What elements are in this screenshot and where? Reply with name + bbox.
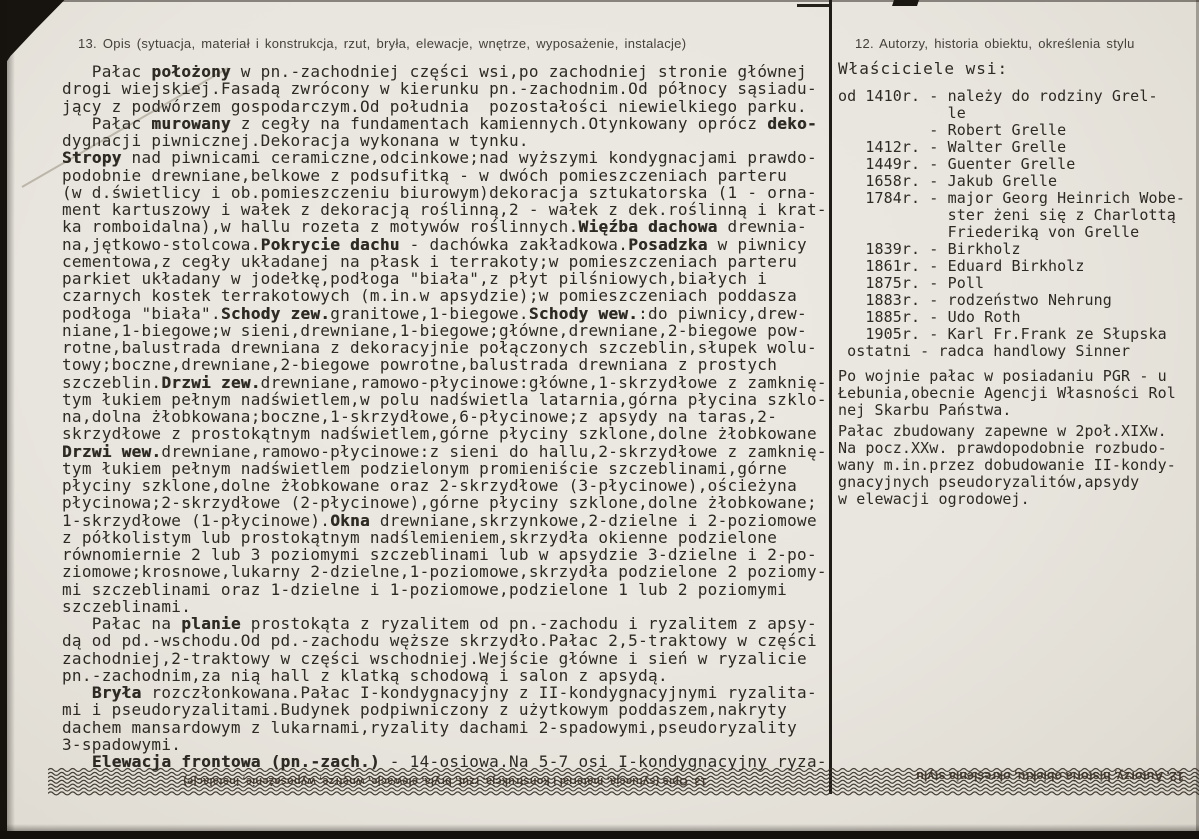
typed-text: towy;boczne,drewniane,2-biegowe powrotne,balustrada drewniana z prostych xyxy=(62,355,778,375)
wavy-strike-line xyxy=(48,792,1199,795)
typed-text: prostokąta z ryzalitem od pn.-zachodu i ryzalitem z apsy- xyxy=(240,614,817,633)
typed-line xyxy=(838,139,1188,156)
typed-text: równomiernie 2 lub 3 poziomymi szczeblinami lub w apsydzie 3-dzielne i 2-po- xyxy=(62,545,817,564)
scan-left-edge xyxy=(0,0,7,839)
typed-bold-term: Więźba dachowa xyxy=(578,217,718,237)
wavy-strike-line xyxy=(48,788,1199,791)
typed-line xyxy=(62,270,842,287)
typed-line xyxy=(62,719,842,736)
typed-text: dachem mansardowym z lukarnami,ryzality dachami 2-spadowymi,pseudoryzality xyxy=(62,717,798,737)
section-13-description-column xyxy=(62,36,842,770)
owners-list-title: Właściciele wsi: xyxy=(838,59,1009,78)
typed-line xyxy=(838,275,1188,292)
scan-mark xyxy=(797,4,830,7)
typed-text: 1449r. - Guenter Grelle xyxy=(838,155,1076,173)
typed-text: w elewacji ogrodowej. xyxy=(838,490,1030,508)
typed-line xyxy=(62,684,842,701)
typed-text: z półkolistym lub prostokątnym nadślemieniem,skrzydła okienne podzielone xyxy=(62,527,778,547)
typed-line xyxy=(838,241,1188,258)
typed-text: (w d.świetlicy i ob.pomieszczeniu biurowym)dekoracja sztukatorska (1 - orna- xyxy=(62,182,817,202)
typed-line xyxy=(62,63,842,80)
typed-text: drogi wiejskiej.Fasadą zwrócony w kierunku pn.-zachodnim.Od północy sąsiadu- xyxy=(62,79,817,99)
typed-text: dygnacji piwnicznej.Dekoracja wykonana w tynku. xyxy=(62,131,529,150)
typed-text: podobnie drewniane,belkowe z podsufitką - w dwóch pomieszczeniach parteru xyxy=(62,165,788,185)
upside-down-section-13-header: 13. Opis (sytuacja, materiał i konstrukcja, rzut, bryła, elewacje, wnętrze, wyposażenie, instalacje) xyxy=(183,775,707,787)
typed-line xyxy=(62,356,842,373)
typed-text: rozczłonkowana.Pałac I-kondygnacyjny z II-kondygnacyjnymi ryzalita- xyxy=(141,683,817,702)
typed-line xyxy=(838,343,1188,360)
typed-text: płycinowa;2-skrzydłowe (2-płycinowe),górne płyciny szklone,dolne żłobkowane; xyxy=(62,493,817,513)
scan-mark xyxy=(892,0,919,6)
typed-text: 1885r. - Udo Roth xyxy=(838,308,1021,326)
typed-text: drewniane,skrzynkowe,2-dzielne i 2-poziomowe xyxy=(369,510,817,530)
typed-line xyxy=(62,305,842,322)
typed-text: 1861r. - Eduard Birkholz xyxy=(838,257,1085,275)
typed-text: drewniane,ramowo-płycinowe:z sieni do hallu,2-skrzydłowe z zamknię- xyxy=(161,441,827,461)
typed-line xyxy=(838,292,1188,309)
typed-bold-term: Drzwi wew. xyxy=(62,441,162,461)
typed-line xyxy=(838,88,1188,105)
typed-line xyxy=(62,236,842,253)
typed-line xyxy=(838,491,1188,508)
typed-line xyxy=(62,184,842,201)
typed-text: na,dolna żłobkowana;boczne,1-skrzydłowe,6-płycinowe;z apsydy na taras,2- xyxy=(62,407,778,426)
typed-line xyxy=(62,650,842,667)
section-13-header: 13. Opis (sytuacja, materiał i konstrukcja, rzut, bryła, elewacje, wnętrze, wyposażenie, instalacje) xyxy=(78,36,687,51)
typed-text: ziomowe;krosnowe,lukarny 2-dzielne,1-poziomowe,skrzydła podzielone 2 poziomy- xyxy=(62,562,827,582)
typed-text: ment kartuszowy i wałek z dekoracją roślinną,2 - wałek z dek.roślinną i krat- xyxy=(62,200,827,219)
typed-line xyxy=(838,474,1188,491)
typed-line xyxy=(62,425,842,442)
typed-text: zachodniej,2-traktowy w części wschodniej.Wejście główne i sień w ryzalicie xyxy=(62,648,807,668)
typed-text: - 14-osiowa.Na 5-7 osi I-kondygnacyjny ryza- xyxy=(379,752,827,771)
typed-text: - Robert Grelle xyxy=(838,121,1067,139)
typed-text: 3-spadowymi. xyxy=(62,734,182,754)
typed-line xyxy=(838,258,1188,275)
section-12-header: 12. Autorzy, historia obiektu, określenia stylu xyxy=(855,36,1135,51)
typed-text: szczeblinami. xyxy=(62,596,192,616)
typed-line xyxy=(838,326,1188,343)
typed-line xyxy=(62,546,842,563)
typed-text: z cegły na fundamentach kamiennych.Otynkowany oprócz xyxy=(230,113,768,133)
typed-bold-term: Bryła xyxy=(91,683,142,702)
typed-line xyxy=(838,156,1188,173)
typed-text: wany m.in.przez dobudowanie II-kondy- xyxy=(838,456,1176,474)
typed-text: pn.-zachodnim,za nią hall z klatką schodową i salon z apsydą. xyxy=(62,665,668,685)
typed-text: 1412r. - Walter Grelle xyxy=(838,138,1067,156)
typed-line xyxy=(838,190,1188,207)
typed-text: Na pocz.XXw. prawdopodobnie rozbudo- xyxy=(838,439,1167,457)
typed-text: le xyxy=(838,104,966,122)
typed-line xyxy=(62,115,842,132)
typed-line xyxy=(838,309,1188,326)
typed-line xyxy=(62,374,842,391)
typed-line xyxy=(62,443,842,460)
upside-down-section-12-header: 12. Autorzy, historia obiektu, określenia stylu xyxy=(916,769,1184,783)
typed-line xyxy=(62,201,842,218)
typed-text: dą od pd.-wschodu.Od pd.-zachodu węższe skrzydło.Pałac 2,5-traktowy w części xyxy=(62,631,817,651)
typed-text: ka romboidalna),w hallu rozeta z motywów roślinnych. xyxy=(62,217,579,237)
typed-line xyxy=(62,477,842,494)
typed-line xyxy=(838,122,1188,139)
construction-history-note xyxy=(838,423,1188,508)
typed-line xyxy=(62,563,842,580)
typed-line xyxy=(62,701,842,718)
typed-line xyxy=(62,615,842,632)
typed-text: Pałac na xyxy=(62,614,182,633)
typed-text: rotne,balustrada drewniana z dekoracyjnie połączonych szczeblin,słupek wolu- xyxy=(62,338,817,357)
typed-text: od 1410r. - należy do rodziny Grel- xyxy=(838,87,1158,105)
typed-line xyxy=(838,105,1188,122)
typed-text: tym łukiem pełnym nadświetlem,w polu nadświetla latarnia,górna płycina szklo- xyxy=(62,389,827,409)
typed-line xyxy=(62,80,842,97)
typed-text: Łebunia,obecnie Agencji Własności Rol xyxy=(838,384,1176,402)
typed-text: Pałac xyxy=(62,62,152,81)
typed-text: drewniane,ramowo-płycinowe:główne,1-skrzydłowe z zamknię- xyxy=(260,372,827,392)
typed-bold-term: położony xyxy=(151,62,231,81)
typed-text: nej Skarbu Państwa. xyxy=(838,401,1012,419)
typed-line xyxy=(62,460,842,477)
typed-text: ostatni - radca handlowy Sinner xyxy=(838,342,1131,360)
typed-line xyxy=(62,494,842,511)
typed-text: 1905r. - Karl Fr.Frank ze Słupska xyxy=(838,325,1167,343)
typed-line xyxy=(62,167,842,184)
scan-bottom-edge-fade xyxy=(0,824,1199,831)
typed-text: podłoga "biała". xyxy=(62,303,221,323)
typed-text: 1875r. - Poll xyxy=(838,274,985,292)
typed-line xyxy=(62,408,842,425)
typed-line xyxy=(62,667,842,684)
section-12-history-column xyxy=(838,36,1188,508)
typed-line xyxy=(838,173,1188,190)
typed-line xyxy=(62,253,842,270)
typed-text: 1883r. - rodzeństwo Nehrung xyxy=(838,291,1112,309)
typed-line xyxy=(838,368,1188,385)
typed-text: skrzydłowe z prostokątnym nadświetlem,górne płyciny szklone,dolne żłobkowane xyxy=(62,424,817,444)
typed-bold-term: Schody wew. xyxy=(528,303,639,323)
typed-text: cementowa,z cegły układanej na płask i terrakoty;w pomieszczeniach parteru xyxy=(62,251,798,271)
typed-text: 1658r. - Jakub Grelle xyxy=(838,172,1058,190)
typed-text: tym łukiem pełnym nadświetlem podzielonym promieniście szczeblinami,górne xyxy=(62,458,788,478)
typed-text: 1-skrzydłowe (1-płycinowe). xyxy=(62,510,331,530)
typed-bold-term: Drzwi zew. xyxy=(161,372,261,392)
typed-line xyxy=(838,385,1188,402)
typed-line xyxy=(838,423,1188,440)
typed-line xyxy=(62,149,842,166)
typed-bold-term: Elewacja frontowa (pn.-zach.) xyxy=(91,752,380,771)
typed-line xyxy=(62,98,842,115)
typed-line xyxy=(62,581,842,598)
typed-text: :do piwnicy,drew- xyxy=(638,303,807,323)
typed-text: czarnych kostek terrakotowych (m.in.w apsydzie);w pomieszczeniach poddasza xyxy=(62,286,798,306)
typed-text: parkiet układany w jodełkę,podłoga "biała",z płyt pilśniowych,białych i xyxy=(62,269,768,288)
typed-line xyxy=(62,529,842,546)
typed-text: mi i pseudoryzalitami.Budynek podpiwniczony z użytkowym poddaszem,nakryty xyxy=(62,700,788,720)
typed-bold-term: Schody zew. xyxy=(220,303,331,323)
typed-text: szczeblin. xyxy=(62,372,162,392)
typed-line xyxy=(838,457,1188,474)
typed-text: jący z podwórzem gospodarczym.Od południa pozostałości niewielkiego parku. xyxy=(62,96,807,116)
typed-text: Friederiką von Grelle xyxy=(838,223,1140,241)
typed-line xyxy=(62,512,842,529)
typed-text: nad piwnicami ceramiczne,odcinkowe;nad wyższymi kondygnacjami prawdo- xyxy=(121,148,817,168)
typed-text: 1839r. - Birkholz xyxy=(838,240,1021,258)
typed-text: - dachówka zakładkowa. xyxy=(399,234,629,254)
crossed-out-carryover-footer xyxy=(48,766,1199,800)
typed-text: w piwnicy xyxy=(707,234,807,254)
typed-line xyxy=(62,339,842,356)
typed-line xyxy=(62,736,842,753)
typed-text: Pałac zbudowany zapewne w 2poł.XIXw. xyxy=(838,422,1167,440)
typed-text: gnacyjnych pseudoryzalitów,apsydy xyxy=(838,473,1140,491)
typed-line xyxy=(62,598,842,615)
typed-text: 1784r. - major Georg Heinrich Wobe- xyxy=(838,189,1185,207)
typed-line xyxy=(62,391,842,408)
typed-text: Po wojnie pałac w posiadaniu PGR - u xyxy=(838,367,1167,385)
typed-line xyxy=(62,287,842,304)
typed-line xyxy=(838,440,1188,457)
typed-text: drewnia- xyxy=(717,217,807,237)
typed-text: Pałac xyxy=(62,113,152,133)
typed-text: niane,1-biegowe;w sieni,drewniane,1-biegowe;główne,drewniane,2-biegowe pow- xyxy=(62,320,807,340)
typed-bold-term: Posadzka xyxy=(628,234,708,254)
typed-line xyxy=(62,322,842,339)
typed-line xyxy=(838,224,1188,241)
typed-line xyxy=(62,218,842,235)
postwar-ownership-note xyxy=(838,368,1188,419)
typed-text: w pn.-zachodniej części wsi,po zachodniej stronie głównej xyxy=(230,62,807,81)
typed-bold-term: planie xyxy=(181,614,241,633)
scan-left-edge-fade xyxy=(7,0,15,839)
typed-line xyxy=(838,207,1188,224)
owners-list xyxy=(838,88,1188,360)
section-13-typed-body xyxy=(62,63,842,770)
typed-text: mi szczeblinami oraz 1-dzielne i 1-poziomowe,podzielone 1 lub 2 poziomymi xyxy=(62,579,788,599)
typed-line xyxy=(62,132,842,149)
scan-bottom-edge xyxy=(0,831,1199,839)
typed-bold-term: Stropy xyxy=(62,148,122,168)
typed-line xyxy=(62,632,842,649)
typed-text xyxy=(62,683,92,702)
typed-text: płyciny szklone,dolne żłobkowane oraz 2-skrzydłowe (3-płycinowe),ościeżyna xyxy=(62,476,798,495)
typed-text: ster żeni się z Charlottą xyxy=(838,206,1176,224)
typed-text: na,jętkowo-stolcowa. xyxy=(62,234,261,254)
scan-top-edge xyxy=(0,0,1199,2)
typed-bold-term: Okna xyxy=(330,510,370,530)
typed-bold-term: Pokrycie dachu xyxy=(260,234,400,254)
typed-text: granitowe,1-biegowe. xyxy=(330,303,529,323)
typed-bold-term: deko- xyxy=(767,113,817,133)
typed-line xyxy=(838,402,1188,419)
typed-bold-term: murowany xyxy=(151,113,231,133)
